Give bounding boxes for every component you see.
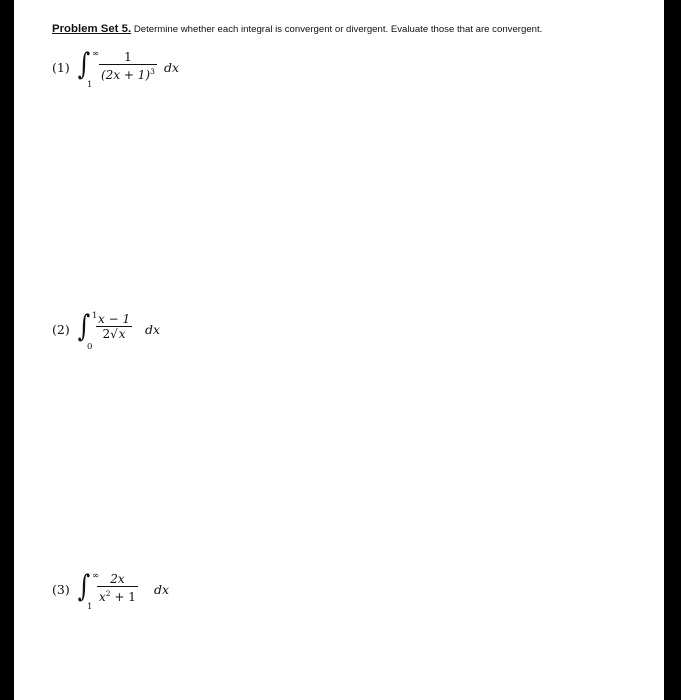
problem-2-denominator-coefficient: 2 [102,327,111,341]
document-page [14,0,664,700]
problem-2-radical-sign: √ [110,327,118,341]
problem-set-heading [52,23,542,35]
problem-2-upper-limit: 1 [92,311,98,321]
problem-3-denominator-tail: + 1 [110,590,136,604]
problem-2-denominator [101,327,128,341]
problem-3-denominator-exponent: 2 [105,589,111,598]
problem-3-fraction [97,572,138,604]
problem-3-denominator [97,587,138,604]
problem-3-lower-limit: 1 [87,602,93,612]
problem-1-denominator-exponent: 3 [150,67,155,76]
problem-1-number: (1) [52,60,70,75]
problem-3 [52,568,252,628]
problem-1-fraction [99,50,157,82]
problem-1-denominator-base: (2x + 1) [101,68,151,82]
problem-2-fraction [96,312,132,341]
problem-2-numerator: x − 1 [98,312,131,326]
problem-2-integral-sign: ∫ [77,309,91,344]
problem-2-lower-limit: 0 [87,342,93,352]
problem-1-integral-sign: ∫ [77,47,91,82]
problem-1-upper-limit: ∞ [92,49,100,59]
problem-2 [52,308,252,368]
problem-3-numerator: 2x [110,572,125,586]
problem-1-differential: dx [164,60,180,75]
problem-1-lower-limit: 1 [87,80,93,90]
problem-3-upper-limit: ∞ [92,571,100,581]
problem-3-integral-sign: ∫ [77,569,91,604]
problem-3-number: (3) [52,582,70,597]
problem-1 [52,46,252,106]
problem-2-differential: dx [145,322,161,337]
problem-set-instruction: Determine whether each integral is convergent or divergent. Evaluate those that are convergent. [133,24,543,35]
problem-1-numerator: 1 [124,50,132,64]
problem-2-number: (2) [52,322,70,337]
problem-2-radicand: x [118,327,126,341]
problem-set-title: Problem Set 5. [52,23,132,35]
problem-3-differential: dx [154,582,170,597]
problem-1-denominator [99,65,157,82]
problem-3-denominator-base: x [99,590,106,604]
